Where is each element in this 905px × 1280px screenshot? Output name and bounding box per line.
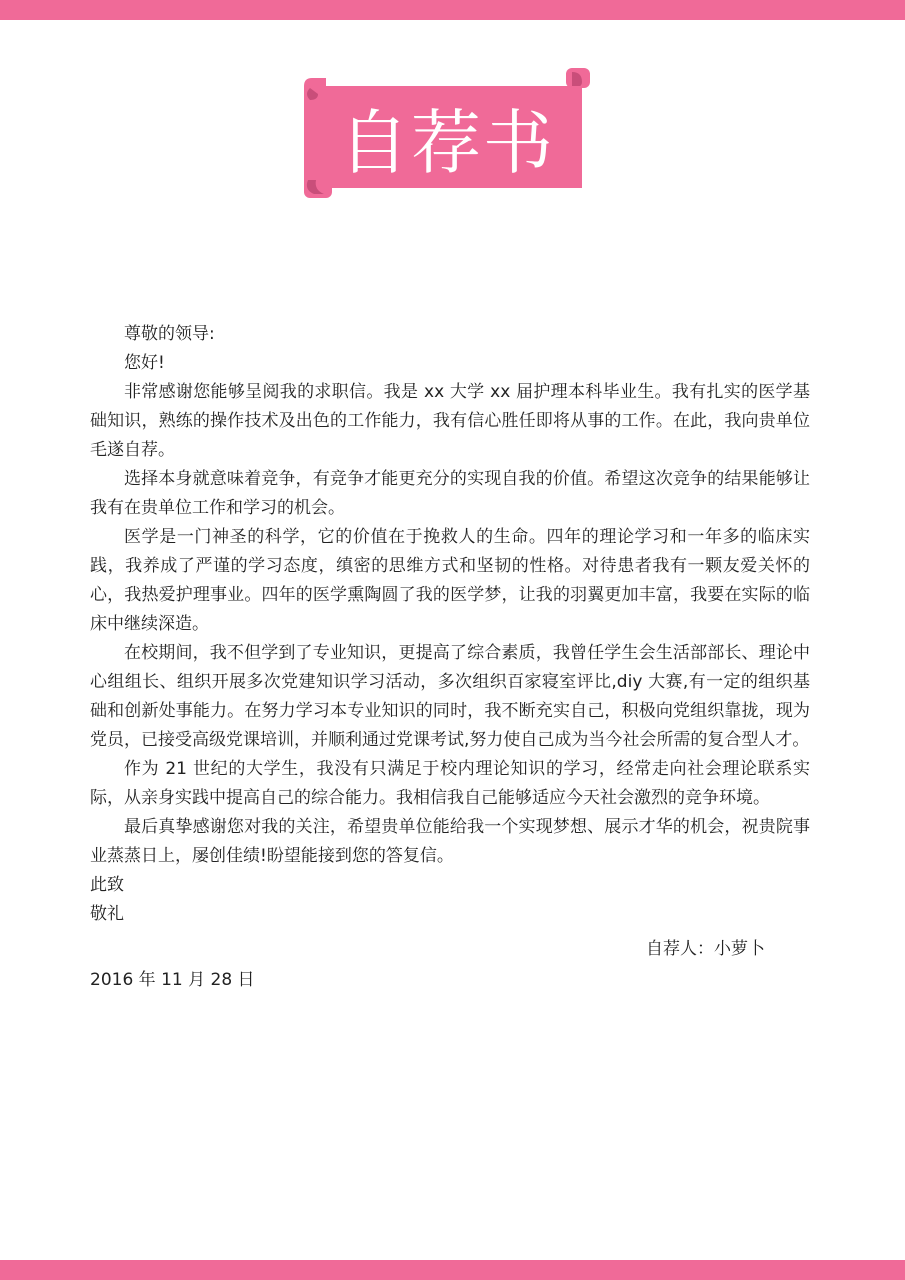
letter-date: 2016 年 11 月 28 日 [90, 970, 255, 990]
closing-line-2: 敬礼 [90, 904, 124, 924]
top-accent-bar [0, 0, 905, 20]
paragraph-school: 在校期间，我不但学到了专业知识，更提高了综合素质，我曾任学生会生活部部长、理论中心组组长、组织开展多次党建知识学习活动，多次组织百家寝室评比,diy 大赛,有一定的组织基础和创新处事能力。在努力学习本专业知识的同时，我不断充实自己，积极向党组织靠拢，现为党员，已接受高级党课培训，并顺利通过党课考试,努力使自己成为当今社会所需的复合型人才。 [90, 643, 810, 750]
signer: 自荐人：小萝卜 [646, 939, 765, 959]
bottom-accent-bar [0, 1260, 905, 1280]
paragraph-competition: 选择本身就意味着竞争，有竞争才能更充分的实现自我的价值。希望这次竞争的结果能够让我有在贵单位工作和学习的机会。 [90, 469, 810, 518]
salutation: 尊敬的领导: [124, 324, 215, 344]
paragraph-thanks: 最后真挚感谢您对我的关注，希望贵单位能给我一个实现梦想、展示才华的机会，祝贵院事业蒸蒸日上，屡创佳绩!盼望能接到您的答复信。 [90, 817, 810, 866]
title-ribbon-banner [304, 68, 590, 198]
paragraph-intro: 非常感谢您能够呈阅我的求职信。我是 xx 大学 xx 届护理本科毕业生。我有扎实的医学基础知识，熟练的操作技术及出色的工作能力，我有信心胜任即将从事的工作。在此，我向贵单位毛遂自荐。 [90, 382, 810, 460]
greeting: 您好! [124, 353, 165, 373]
paragraph-medicine: 医学是一门神圣的科学，它的价值在于挽救人的生命。四年的理论学习和一年多的临床实践，我养成了严谨的学习态度，缜密的思维方式和坚韧的性格。对待患者我有一颗友爱关怀的心，我热爱护理事业。四年的医学熏陶圆了我的医学梦，让我的羽翼更加丰富，我要在实际的临床中继续深造。 [90, 527, 810, 634]
closing-line-1: 此致 [90, 875, 124, 895]
paragraph-practice: 作为 21 世纪的大学生，我没有只满足于校内理论知识的学习，经常走向社会理论联系实际，从亲身实践中提高自己的综合能力。我相信我自己能够适应今天社会激烈的竞争环境。 [90, 759, 810, 808]
document-title: 自荐书 [339, 102, 555, 184]
letter-body [90, 320, 810, 995]
